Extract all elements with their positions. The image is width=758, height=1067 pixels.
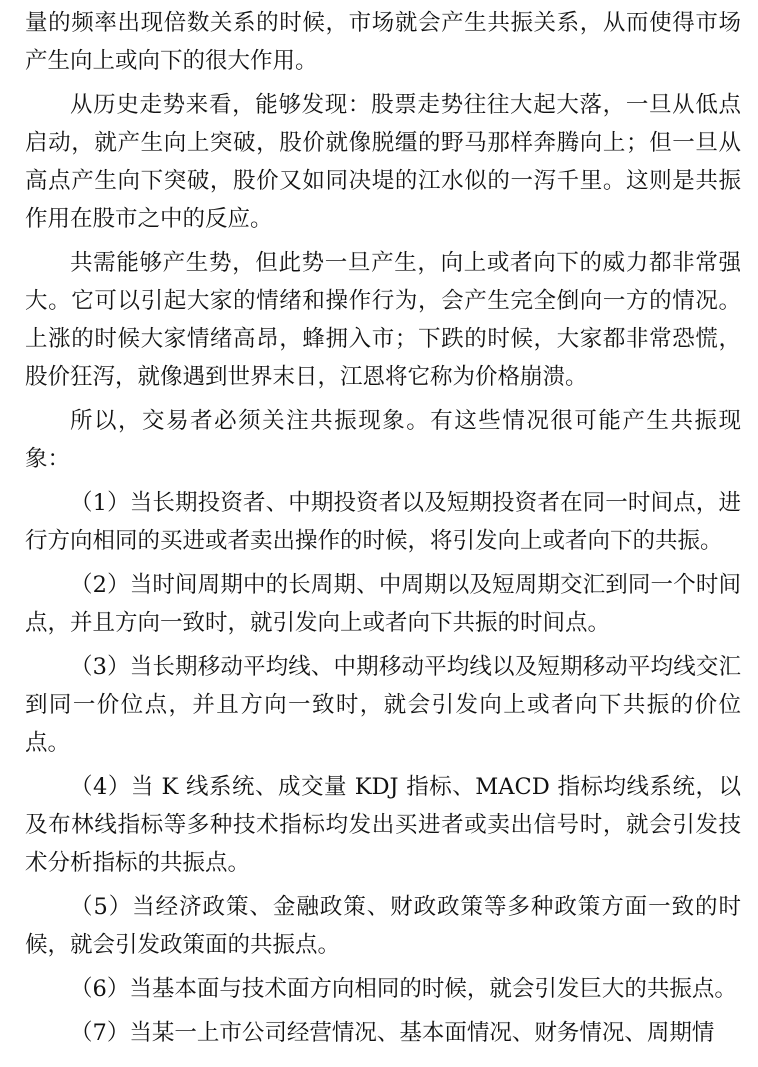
paragraph-continuation: 量的频率出现倍数关系的时候，市场就会产生共振关系，从而使得市场产生向上或向下的很大作用。 xyxy=(25,10,741,74)
paragraph-history-trend: 从历史走势来看，能够发现：股票走势往往大起大落，一旦从低点启动，就产生向上突破，股价就像脱缰的野马那样奔腾向上；但一旦从高点产生向下突破，股价又如同决堤的江水似的一泻千里。这则是共振作用在股市之中的反应。 xyxy=(25,92,741,232)
list-item-6: （6）当基本面与技术面方向相同的时候，就会引发巨大的共振点。 xyxy=(70,976,737,1002)
document-page xyxy=(25,0,741,1058)
list-item-3: （3）当长期移动平均线、中期移动平均线以及短期移动平均线交汇到同一价位点，并且方向一致时，就会引发向上或者向下共振的价位点。 xyxy=(25,654,741,756)
list-item-4: （4）当 K 线系统、成交量 KDJ 指标、MACD 指标均线系统，以及布林线指标等多种技术指标均发出买进者或卖出信号时，就会引发技术分析指标的共振点。 xyxy=(25,774,741,876)
list-item-1: （1）当长期投资者、中期投资者以及短期投资者在同一时间点，进行方向相同的买进或者卖出操作的时候，将引发向上或者向下的共振。 xyxy=(25,490,741,554)
list-item-2: （2）当时间周期中的长周期、中周期以及短周期交汇到同一个时间点，并且方向一致时，就引发向上或者向下共振的时间点。 xyxy=(25,572,741,636)
paragraph-momentum: 共需能够产生势，但此势一旦产生，向上或者向下的威力都非常强大。它可以引起大家的情绪和操作行为，会产生完全倒向一方的情况。上涨的时候大家情绪高昂，蜂拥入市；下跌的时候，大家都非常恐慌，股价狂泻，就像遇到世界末日，江恩将它称为价格崩溃。 xyxy=(25,250,741,390)
paragraph-resonance-intro: 所以，交易者必须关注共振现象。有这些情况很可能产生共振现象： xyxy=(25,408,741,472)
list-item-5: （5）当经济政策、金融政策、财政政策等多种政策方面一致的时候，就会引发政策面的共振点。 xyxy=(25,894,741,958)
list-item-7: （7）当某一上市公司经营情况、基本面情况、财务情况、周期情 xyxy=(70,1020,715,1046)
